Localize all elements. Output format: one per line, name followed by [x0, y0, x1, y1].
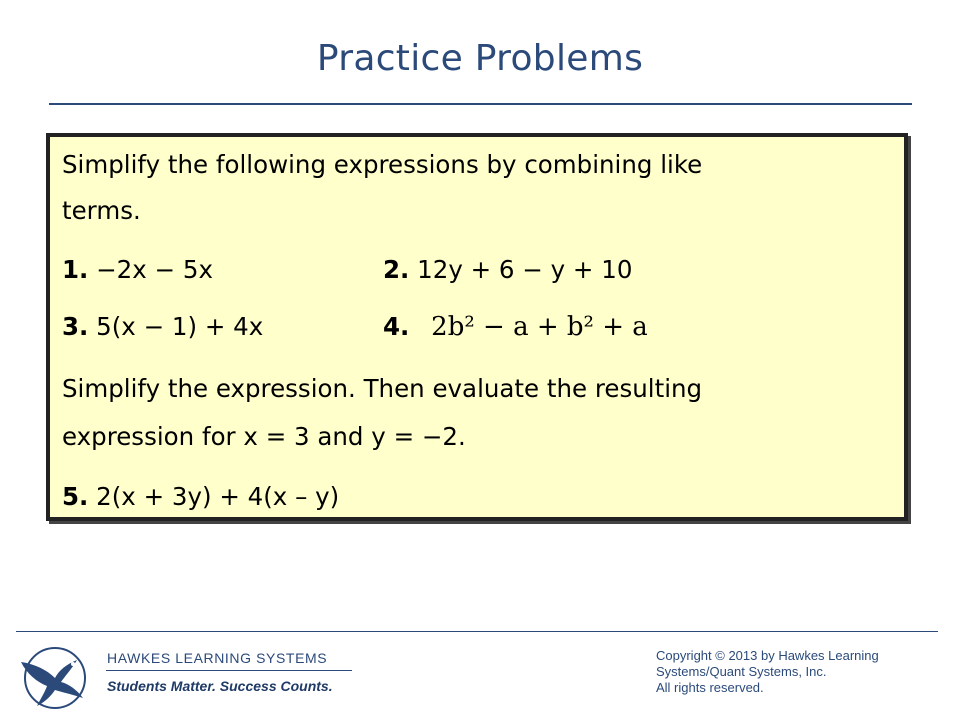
slide-title: Practice Problems: [316, 38, 644, 79]
instruction-text-1b: terms.: [62, 196, 141, 225]
problem-3: [62, 312, 263, 341]
problem-2: [383, 255, 632, 284]
problem-expression: 12y + 6 − y + 10: [417, 255, 633, 284]
copyright-line: All rights reserved.: [656, 680, 764, 695]
problem-number: 1.: [62, 255, 89, 284]
problem-1: [62, 255, 213, 284]
problem-number: 2.: [383, 255, 410, 284]
problem-expression: 5(x − 1) + 4x: [96, 312, 264, 341]
problem-expression: −2x − 5x: [96, 255, 213, 284]
instruction-text-2a: Simplify the expression. Then evaluate the resulting: [62, 374, 703, 403]
problem-5: [62, 482, 339, 511]
brand-name: HAWKES LEARNING SYSTEMS: [107, 650, 328, 666]
problem-number: 5.: [62, 482, 89, 511]
instruction-text-1a: Simplify the following expressions by combining like: [62, 150, 703, 179]
practice-box: [46, 133, 908, 521]
instruction-text-2b: expression for x = 3 and y = −2.: [62, 422, 466, 451]
copyright-line: Copyright © 2013 by Hawkes Learning: [656, 648, 879, 663]
copyright-notice: [656, 648, 879, 696]
problem-number: 3.: [62, 312, 89, 341]
brand-divider: [106, 670, 352, 671]
title-divider: [49, 103, 912, 105]
problem-4: [383, 312, 648, 342]
problem-expression: 2(x + 3y) + 4(x – y): [96, 482, 340, 511]
copyright-line: Systems/Quant Systems, Inc.: [656, 664, 827, 679]
problem-expression: 2b² − a + b² + a: [431, 312, 648, 342]
brand-tagline: Students Matter. Success Counts.: [107, 678, 333, 694]
eagle-logo-icon: [17, 640, 89, 712]
problem-number: 4.: [383, 312, 410, 341]
footer-divider: [16, 631, 938, 632]
